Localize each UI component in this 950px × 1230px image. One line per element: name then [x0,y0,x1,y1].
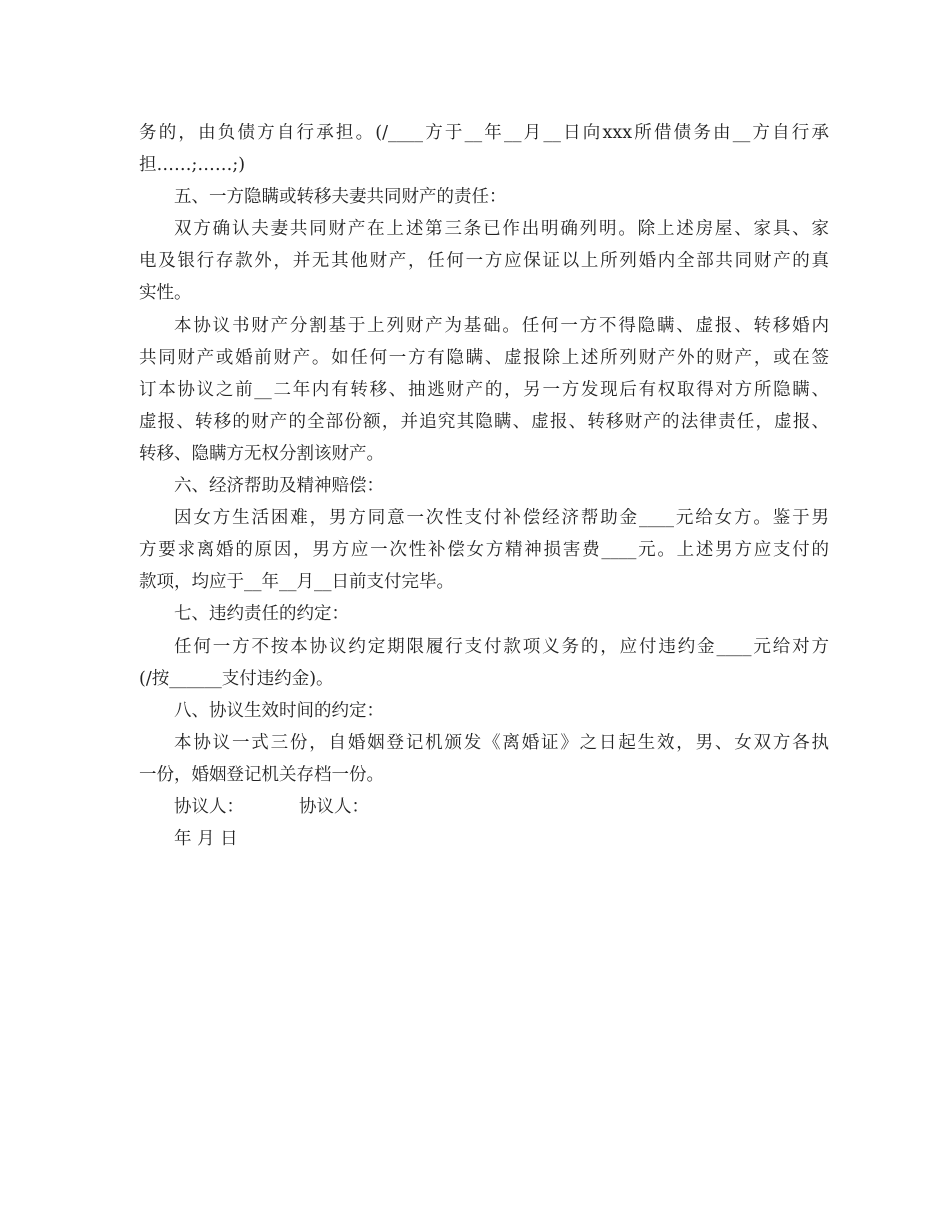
text-line: 务的，由负债方自行承担。(/____方于__年__月__日向xxx所借债务由__方自行承 [139,123,829,143]
text-line: (/按______支付违约金)。 [139,668,334,689]
signature-party-b: 协议人： [299,796,369,817]
text-line: 订本协议之前__二年内有转移、抽逃财产的，另一方发现后有权取得对方所隐瞒、 [139,379,829,400]
text-line: 双方确认夫妻共同财产在上述第三条已作出明确列明。除上述房屋、家具、家 [174,219,829,240]
section-heading: 七、违约责任的约定： [174,604,349,625]
text-line: 方要求离婚的原因，男方应一次性补偿女方精神损害费____元。上述男方应支付的 [139,540,829,561]
text-line: 款项，均应于__年__月__日前支付完毕。 [139,572,454,593]
text-line: 本协议一式三份，自婚姻登记机颁发《离婚证》之日起生效，男、女双方各执 [174,732,829,753]
signature-line [139,791,829,823]
text-line: 电及银行存款外，并无其他财产，任何一方应保证以上所列婚内全部共同财产的真 [139,251,829,272]
section-heading: 六、经济帮助及精神赔偿： [174,476,384,497]
signature-party-a: 协议人： [174,796,244,817]
signature-date: 年 月 日 [174,829,238,850]
text-line: 本协议书财产分割基于上列财产为基础。任何一方不得隐瞒、虚报、转移婚内 [174,315,829,336]
text-line: 一份，婚姻登记机关存档一份。 [139,764,384,785]
section-heading: 五、一方隐瞒或转移夫妻共同财产的责任： [174,187,507,208]
text-line: 因女方生活困难，男方同意一次性支付补偿经济帮助金____元给女方。鉴于男 [174,508,829,529]
text-line: 共同财产或婚前财产。如任何一方有隐瞒、虚报除上述所列财产外的财产，或在签 [139,347,829,368]
text-line: 任何一方不按本协议约定期限履行支付款项义务的，应付违约金____元给对方 [174,636,829,657]
text-line: 担……;……;) [139,155,246,176]
text-line: 虚报、转移的财产的全部份额，并追究其隐瞒、虚报、转移财产的法律责任，虚报、 [139,411,829,432]
section-heading: 八、协议生效时间的约定： [174,700,384,721]
text-line: 转移、隐瞒方无权分割该财产。 [139,443,384,464]
text-line: 实性。 [139,283,192,304]
document-body [139,117,829,855]
